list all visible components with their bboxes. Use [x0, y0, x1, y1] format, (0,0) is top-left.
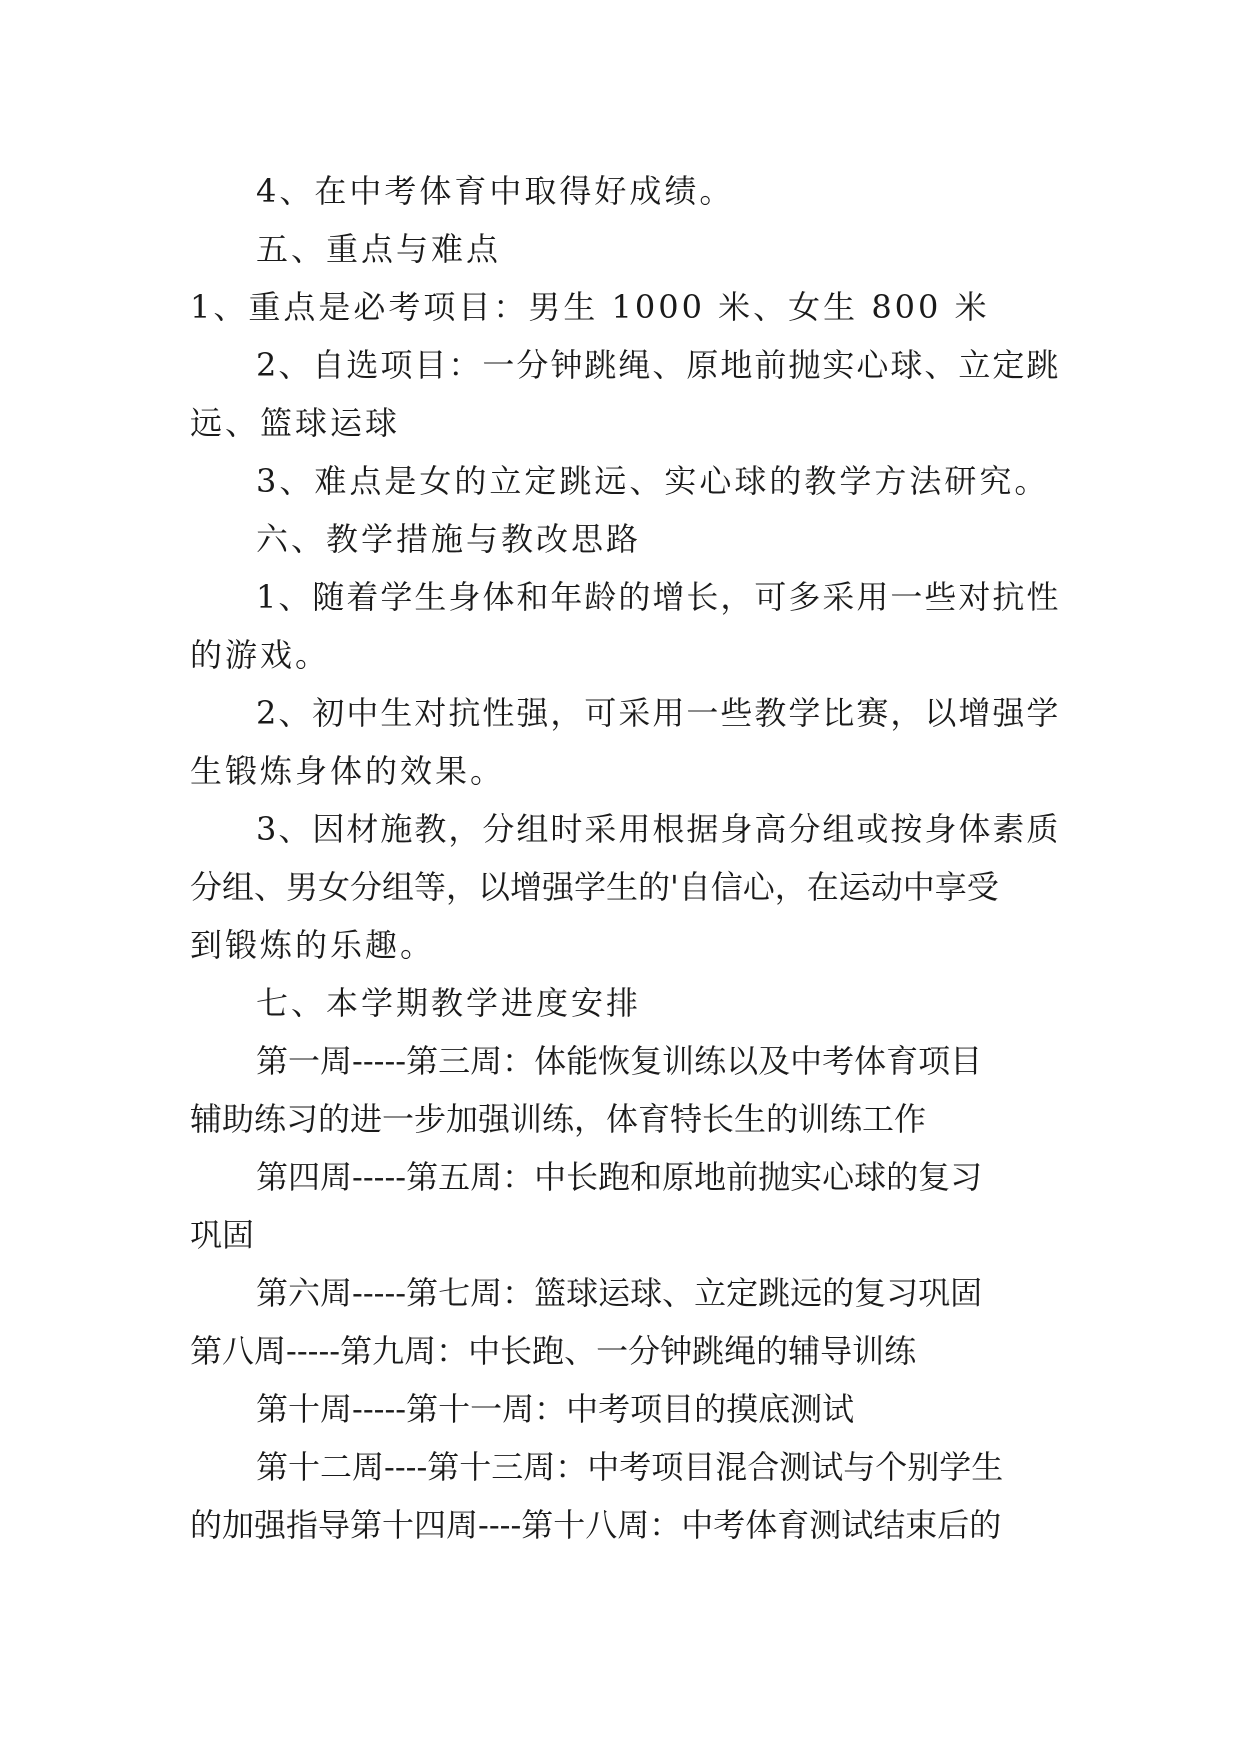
measure-2-continued: 生锻炼身体的效果。 [190, 752, 506, 790]
measure-3-end: 到锻炼的乐趣。 [190, 926, 436, 964]
key-point-2-continued: 远、篮球运球 [190, 404, 401, 442]
measure-3: 3、因材施教，分组时采用根据身高分组或按身体素质 [256, 810, 1061, 848]
schedule-week-4-5: 第四周-----第五周：中长跑和原地前抛实心球的复习 [256, 1158, 983, 1196]
schedule-week-14-18: 的加强指导第十四周----第十八周：中考体育测试结束后的 [190, 1506, 1002, 1544]
section-heading-schedule: 七、本学期教学进度安排 [256, 984, 642, 1022]
goal-item-4: 4、在中考体育中取得好成绩。 [256, 172, 735, 210]
document-body [190, 162, 1060, 1554]
schedule-week-6-7: 第六周-----第七周：篮球运球、立定跳远的复习巩固 [256, 1274, 983, 1312]
schedule-week-8-9: 第八周-----第九周：中长跑、一分钟跳绳的辅导训练 [190, 1332, 917, 1370]
schedule-week-1-3-continued: 辅助练习的进一步加强训练，体育特长生的训练工作 [190, 1100, 927, 1138]
key-point-3: 3、难点是女的立定跳远、实心球的教学方法研究。 [256, 462, 1050, 500]
schedule-week-12-13: 第十二周----第十三周：中考项目混合测试与个别学生 [256, 1448, 1004, 1486]
key-point-2: 2、自选项目：一分钟跳绳、原地前抛实心球、立定跳 [256, 346, 1061, 384]
schedule-week-4-5-continued: 巩固 [190, 1216, 255, 1254]
section-heading-key-points: 五、重点与难点 [256, 230, 502, 268]
measure-1-continued: 的游戏。 [190, 636, 331, 674]
schedule-week-1-3: 第一周-----第三周：体能恢复训练以及中考体育项目 [256, 1042, 983, 1080]
measure-1: 1、随着学生身体和年龄的增长，可多采用一些对抗性 [256, 578, 1061, 616]
schedule-week-10-11: 第十周-----第十一周：中考项目的摸底测试 [256, 1390, 855, 1428]
measure-2: 2、初中生对抗性强，可采用一些教学比赛，以增强学 [256, 694, 1061, 732]
section-heading-teaching-measures: 六、教学措施与教改思路 [256, 520, 642, 558]
key-point-1: 1、重点是必考项目：男生 1000 米、女生 800 米 [190, 288, 990, 326]
measure-3-continued: 分组、男女分组等，以增强学生的'自信心，在运动中享受 [190, 868, 999, 906]
